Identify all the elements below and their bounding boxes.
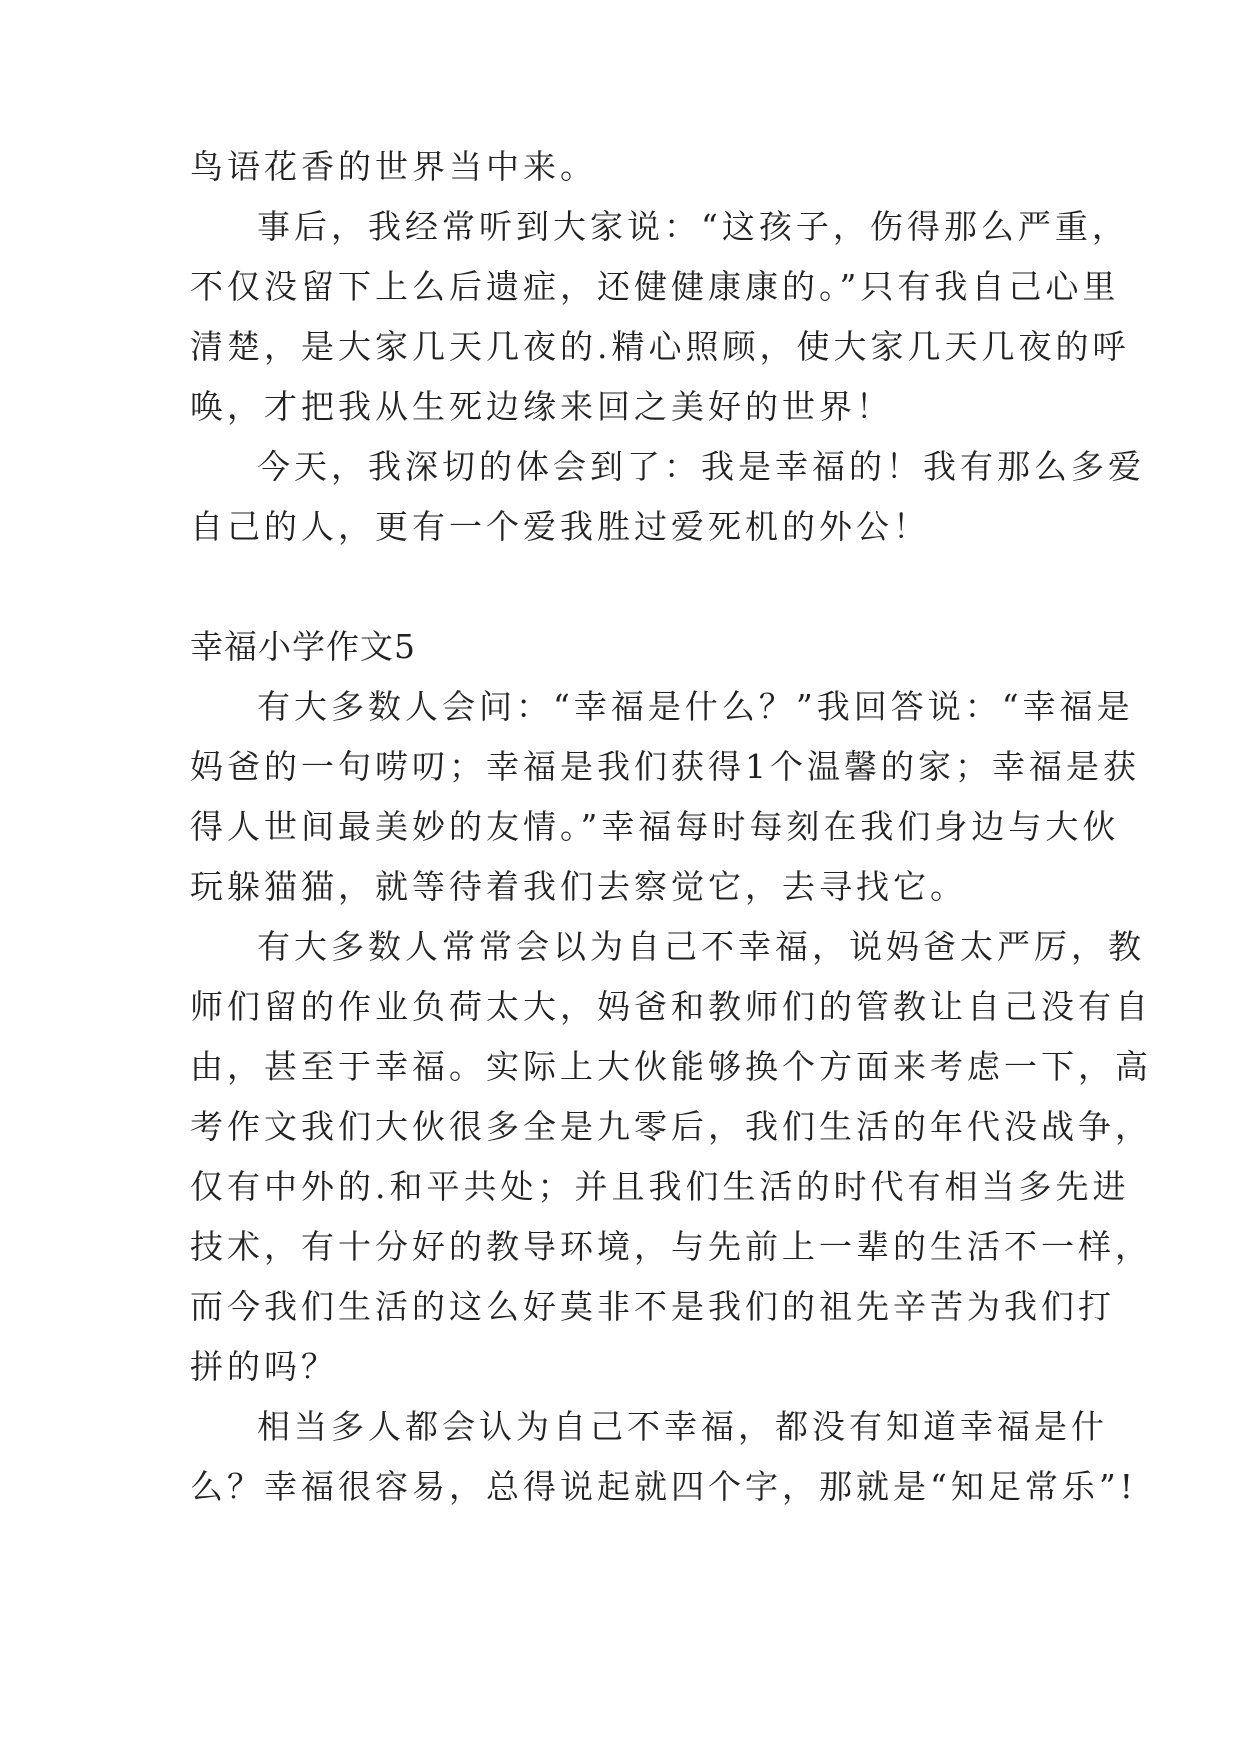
text-line: 考作文我们大伙很多全是九零后，我们生活的年代没战争， [190,1107,1152,1146]
text-line: 自己的人，更有一个爱我胜过爱死机的外公！ [190,507,930,546]
text-line: 清楚，是大家几天几夜的.精心照顾，使大家几天几夜的呼 [190,327,1130,366]
paragraph-first-line: 今天，我深切的体会到了：我是幸福的！我有那么多爱 [257,447,1145,486]
text-line: 玩躲猫猫，就等待着我们去察觉它，去寻找它。 [190,867,967,906]
text-line: 仅有中外的.和平共处；并且我们生活的时代有相当多先进 [190,1167,1130,1206]
text-line: 技术，有十分好的教导环境，与先前上一辈的生活不一样， [190,1227,1152,1266]
text-line: 由，甚至于幸福。实际上大伙能够换个方面来考虑一下，高 [190,1047,1152,1086]
paragraph-first-line: 有大多数人常常会以为自己不幸福，说妈爸太严厉，教 [257,927,1145,966]
text-line: 妈爸的一句唠叨；幸福是我们获得1个温馨的家；幸福是获 [190,747,1140,786]
text-line: 师们留的作业负荷太大，妈爸和教师们的管教让自己没有自 [190,987,1152,1026]
text-line: 么？幸福很容易，总得说起就四个字，那就是“知足常乐”! [190,1467,1138,1506]
text-line: 唤，才把我从生死边缘来回之美好的世界！ [190,387,893,426]
paragraph-first-line: 相当多人都会认为自己不幸福，都没有知道幸福是什 [257,1407,1108,1446]
text-line: 而今我们生活的这么好莫非不是我们的祖先辛苦为我们打 [190,1287,1115,1326]
text-line: 不仅没留下上么后遗症，还健健康康的。”只有我自己心里 [190,267,1120,306]
paragraph-first-line: 有大多数人会问：“幸福是什么？”我回答说：“幸福是 [257,687,1134,726]
text-line: 鸟语花香的世界当中来。 [190,147,597,186]
paragraph-first-line: 事后，我经常听到大家说：“这孩子，伤得那么严重， [257,207,1129,246]
text-line: 得人世间最美妙的友情。”幸福每时每刻在我们身边与大伙 [190,807,1120,846]
text-line: 拼的吗？ [190,1347,338,1386]
section-heading: 幸福小学作文5 [190,627,416,666]
